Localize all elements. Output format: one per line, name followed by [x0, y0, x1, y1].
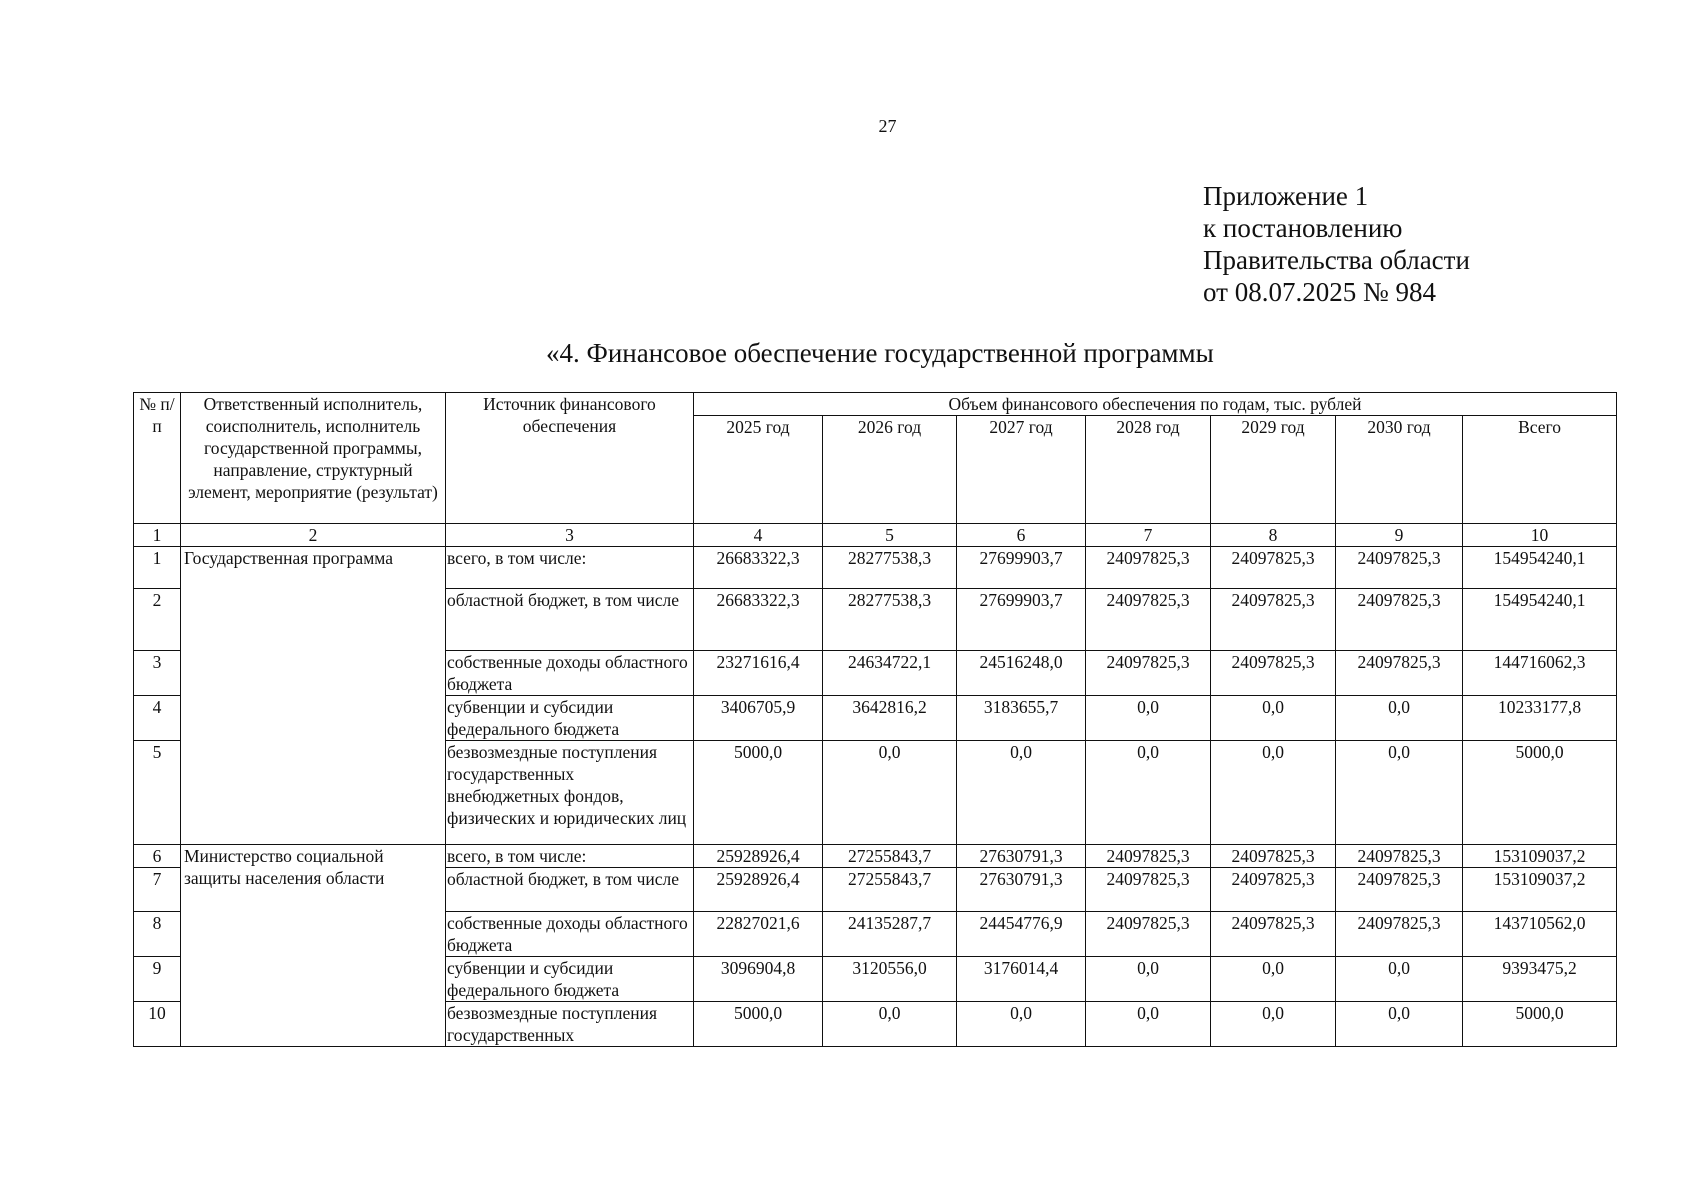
appendix-line-1: Приложение 1 [1203, 181, 1369, 211]
document-title: «4. Финансовое обеспечение государственной программы [546, 338, 1214, 368]
value-cell: 24097825,3 [1336, 589, 1463, 651]
appendix-block [1203, 180, 1470, 308]
row-number: 4 [134, 696, 181, 741]
value-cell: 3096904,8 [694, 957, 823, 1002]
value-cell: 27699903,7 [957, 589, 1086, 651]
source-cell: субвенции и субсидии федерального бюджета [446, 957, 694, 1002]
value-cell: 24097825,3 [1086, 547, 1211, 589]
value-cell: 0,0 [957, 741, 1086, 845]
value-cell: 23271616,4 [694, 651, 823, 696]
value-cell: 27699903,7 [957, 547, 1086, 589]
value-cell: 24097825,3 [1211, 589, 1336, 651]
source-cell: областной бюджет, в том числе [446, 589, 694, 651]
value-cell: 24097825,3 [1211, 845, 1336, 868]
row-number: 7 [134, 868, 181, 912]
value-cell: 24097825,3 [1336, 912, 1463, 957]
source-cell: всего, в том числе: [446, 547, 694, 589]
value-cell: 154954240,1 [1463, 547, 1617, 589]
value-cell: 24097825,3 [1336, 868, 1463, 912]
row-number: 3 [134, 651, 181, 696]
value-cell: 5000,0 [694, 1002, 823, 1047]
value-cell: 0,0 [1336, 1002, 1463, 1047]
table-row [134, 845, 1617, 868]
row-number: 2 [134, 589, 181, 651]
column-number-4: 4 [694, 524, 823, 547]
value-cell: 27255843,7 [823, 845, 957, 868]
value-cell: 28277538,3 [823, 589, 957, 651]
value-cell: 0,0 [823, 1002, 957, 1047]
value-cell: 5000,0 [694, 741, 823, 845]
value-cell: 26683322,3 [694, 589, 823, 651]
value-cell: 3183655,7 [957, 696, 1086, 741]
value-cell: 3120556,0 [823, 957, 957, 1002]
value-cell: 27630791,3 [957, 868, 1086, 912]
value-cell: 24097825,3 [1211, 651, 1336, 696]
value-cell: 0,0 [1086, 696, 1211, 741]
value-cell: 24097825,3 [1336, 845, 1463, 868]
value-cell: 0,0 [1336, 741, 1463, 845]
source-cell: субвенции и субсидии федерального бюджета [446, 696, 694, 741]
value-cell: 3642816,2 [823, 696, 957, 741]
value-cell: 24097825,3 [1086, 589, 1211, 651]
value-cell: 153109037,2 [1463, 845, 1617, 868]
value-cell: 143710562,0 [1463, 912, 1617, 957]
header-volume: Объем финансового обеспечения по годам, тыс. рублей [694, 393, 1617, 416]
column-number-3: 3 [446, 524, 694, 547]
value-cell: 24454776,9 [957, 912, 1086, 957]
source-cell: безвозмездные поступления государственных [446, 1002, 694, 1047]
value-cell: 0,0 [957, 1002, 1086, 1047]
value-cell: 22827021,6 [694, 912, 823, 957]
row-number: 5 [134, 741, 181, 845]
header-year-6: Всего [1463, 416, 1617, 524]
value-cell: 25928926,4 [694, 868, 823, 912]
column-number-5: 5 [823, 524, 957, 547]
source-cell: безвозмездные поступления государственных внебюджетных фондов, физических и юридических лиц [446, 741, 694, 845]
row-number: 9 [134, 957, 181, 1002]
value-cell: 24097825,3 [1211, 868, 1336, 912]
financing-table [133, 392, 1617, 1047]
column-number-2: 2 [181, 524, 446, 547]
header-source: Источник финансового обеспечения [446, 393, 694, 524]
value-cell: 26683322,3 [694, 547, 823, 589]
value-cell: 0,0 [1086, 1002, 1211, 1047]
value-cell: 0,0 [1211, 957, 1336, 1002]
column-number-8: 8 [1211, 524, 1336, 547]
header-year-5: 2030 год [1336, 416, 1463, 524]
value-cell: 24097825,3 [1336, 547, 1463, 589]
source-cell: областной бюджет, в том числе [446, 868, 694, 912]
row-number: 10 [134, 1002, 181, 1047]
table-row [134, 547, 1617, 589]
source-cell: собственные доходы областного бюджета [446, 651, 694, 696]
value-cell: 0,0 [1086, 741, 1211, 845]
value-cell: 10233177,8 [1463, 696, 1617, 741]
value-cell: 27630791,3 [957, 845, 1086, 868]
page-number: 27 [878, 116, 897, 136]
value-cell: 24516248,0 [957, 651, 1086, 696]
executor-cell: Министерство социальной защиты населения области [181, 845, 446, 1047]
header-number: № п/п [134, 393, 181, 524]
header-year-3: 2028 год [1086, 416, 1211, 524]
value-cell: 24097825,3 [1086, 868, 1211, 912]
row-number: 1 [134, 547, 181, 589]
value-cell: 5000,0 [1463, 1002, 1617, 1047]
source-cell: собственные доходы областного бюджета [446, 912, 694, 957]
value-cell: 0,0 [1086, 957, 1211, 1002]
value-cell: 0,0 [1211, 696, 1336, 741]
header-year-0: 2025 год [694, 416, 823, 524]
value-cell: 28277538,3 [823, 547, 957, 589]
value-cell: 0,0 [823, 741, 957, 845]
value-cell: 24097825,3 [1211, 912, 1336, 957]
value-cell: 144716062,3 [1463, 651, 1617, 696]
value-cell: 24135287,7 [823, 912, 957, 957]
column-number-7: 7 [1086, 524, 1211, 547]
value-cell: 0,0 [1336, 957, 1463, 1002]
header-executor: Ответственный исполнитель, соисполнитель, исполнитель государственной программы, направление, структурный элемент, мероприятие (результат) [181, 393, 446, 524]
value-cell: 154954240,1 [1463, 589, 1617, 651]
header-year-4: 2029 год [1211, 416, 1336, 524]
value-cell: 5000,0 [1463, 741, 1617, 845]
column-number-6: 6 [957, 524, 1086, 547]
column-number-10: 10 [1463, 524, 1617, 547]
column-number-9: 9 [1336, 524, 1463, 547]
appendix-line-2: к постановлению [1203, 213, 1403, 243]
value-cell: 24634722,1 [823, 651, 957, 696]
value-cell: 25928926,4 [694, 845, 823, 868]
column-number-1: 1 [134, 524, 181, 547]
header-year-2: 2027 год [957, 416, 1086, 524]
value-cell: 0,0 [1336, 696, 1463, 741]
value-cell: 27255843,7 [823, 868, 957, 912]
value-cell: 3406705,9 [694, 696, 823, 741]
value-cell: 0,0 [1211, 1002, 1336, 1047]
value-cell: 3176014,4 [957, 957, 1086, 1002]
row-number: 6 [134, 845, 181, 868]
appendix-line-4: от 08.07.2025 № 984 [1203, 277, 1436, 307]
executor-cell: Государственная программа [181, 547, 446, 845]
appendix-line-3: Правительства области [1203, 245, 1470, 275]
source-cell: всего, в том числе: [446, 845, 694, 868]
value-cell: 24097825,3 [1086, 651, 1211, 696]
header-year-1: 2026 год [823, 416, 957, 524]
value-cell: 24097825,3 [1336, 651, 1463, 696]
value-cell: 153109037,2 [1463, 868, 1617, 912]
row-number: 8 [134, 912, 181, 957]
value-cell: 24097825,3 [1086, 845, 1211, 868]
value-cell: 24097825,3 [1211, 547, 1336, 589]
value-cell: 9393475,2 [1463, 957, 1617, 1002]
value-cell: 0,0 [1211, 741, 1336, 845]
value-cell: 24097825,3 [1086, 912, 1211, 957]
